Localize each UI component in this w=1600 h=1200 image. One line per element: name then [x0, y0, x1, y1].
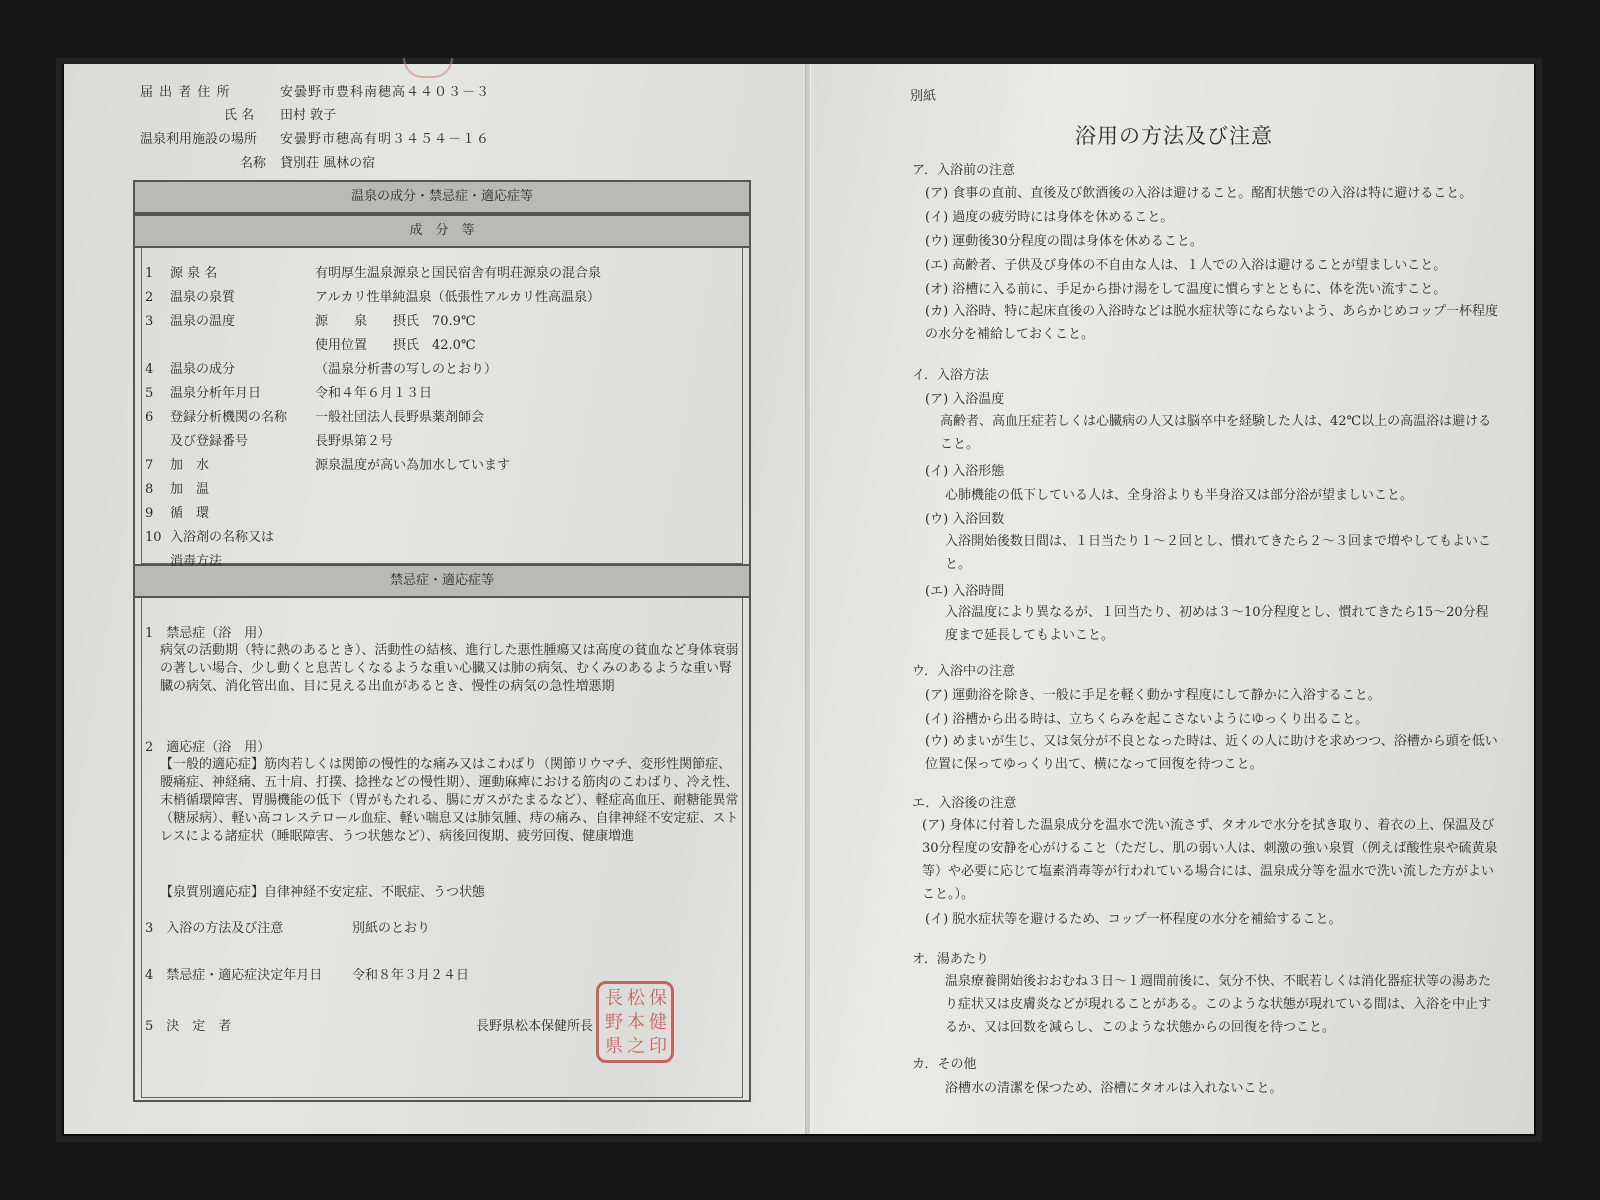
component-num: 8 — [145, 482, 154, 497]
filer-address-label: 届 出 者 住 所 — [140, 85, 231, 100]
section-ka-heading: カ．その他 — [912, 1057, 977, 1072]
component-num: 7 — [145, 458, 154, 473]
quality-indications: 【泉質別適応症】自律神経不安定症、不眠症、うつ状態 — [160, 885, 486, 900]
component-label: 源 泉 名 — [170, 266, 218, 281]
section-u-item: (ウ) めまいが生じ、又は気分が不良となった時は、近くの人に助けを求めつつ、浴槽から頭を低い位置に保ってゆっくり出て、横になって回復を待つこと。 — [925, 734, 1498, 772]
page-divider — [805, 64, 811, 1134]
component-label: 入浴剤の名称又は — [170, 530, 275, 545]
item4-value: 令和８年３月２４日 — [352, 968, 470, 983]
component-value: 令和４年６月１３日 — [315, 386, 433, 401]
item5-label: 5 決 定 者 — [145, 1019, 232, 1034]
component-value: 有明厚生温泉源泉と国民宿舎有明荘源泉の混合泉 — [315, 266, 602, 281]
component-value: 源 泉 摂氏 70.9℃ — [315, 314, 476, 329]
contra-text: 病気の活動期（特に熱のあるとき）、活動性の結核、進行した悪性腫瘍又は高度の貧血など身体衰弱の著しい場合、少し動くと息苦しくなるような重い心臓又は肺の病気、むくみのあるような重い腎臓の病気、消化管出血、目に見える出血があるとき、慢性の病気の急性増悪期 — [160, 643, 739, 694]
indic-text: 【一般的適応症】筋肉若しくは関節の慢性的な痛み又はこわばり（関節リウマチ、変形性関節症、腰痛症、神経痛、五十肩、打撲、捻挫などの慢性期）、運動麻痺における筋肉のこわばり、冷え性、末梢循環障害、胃腸機能の低下（胃がもたれる、腸にガスがたまるなど）、軽症高血圧、耐糖能異常（糖尿病）、軽い高コレステロール血症、軽い喘息又は肺気腫、痔の痛み、自律神経不安定症、ストレスによる諸症状（睡眠障害、うつ状態など）、病後回復期、疲労回復、健康増進 — [160, 757, 739, 844]
section-a-item: (オ) 浴槽に入る前に、手足から掛け湯をして温度に慣らすとともに、体を洗い流すこと。 — [925, 282, 1447, 297]
component-label: 消毒方法 — [170, 554, 223, 569]
section-o-text: 温泉療養開始後おおむね３日～１週間前後に、気分不快、不眠若しくは消化器症状等の湯あたり症状又は皮膚炎などが現れることがある。このような状態が現れている間は、入浴を中止するか、又は回数を減らし、このような状態からの回復を待つこと。 — [945, 974, 1492, 1035]
section-i-text: 入浴開始後数日間は、１日当たり１～２回とし、慣れてきたら２～３回まで増やしてもよいこと。 — [945, 534, 1492, 572]
indic-heading: 2 適応症（浴 用） — [145, 740, 271, 755]
component-label: 温泉の温度 — [170, 314, 236, 329]
section-i-subheading: (イ) 入浴形態 — [925, 464, 1005, 479]
component-num: 3 — [145, 314, 154, 329]
section-i-subheading: (エ) 入浴時間 — [925, 584, 1005, 599]
section-i-text: 高齢者、高血圧症若しくは心臓病の人又は脳卒中を経験した人は、42℃以上の高温浴は避けること。 — [940, 414, 1492, 452]
contra-heading: 1 禁忌症（浴 用） — [145, 626, 271, 641]
section-u-item: (ア) 運動浴を除き、一般に手足を軽く動かす程度にして静かに入浴すること。 — [925, 688, 1381, 703]
component-value: アルカリ性単純温泉（低張性アルカリ性高温泉） — [315, 290, 600, 305]
component-value: （温泉分析書の写しのとおり） — [315, 362, 498, 377]
filer-name-label: 氏 名 — [224, 108, 255, 123]
section-i-text: 入浴温度により異なるが、１回当たり、初めは３～10分程度とし、慣れてきたら15～20分程度まで延長してもよいこと。 — [945, 605, 1489, 643]
facility-location-label: 温泉利用施設の場所 — [140, 132, 258, 147]
section-i-subheading: (ウ) 入浴回数 — [925, 512, 1005, 527]
component-value: 使用位置 摂氏 42.0℃ — [315, 338, 476, 353]
component-label: 加 温 — [170, 482, 210, 497]
component-num: 10 — [145, 530, 162, 545]
component-num: 6 — [145, 410, 154, 425]
section-i-subheading: (ア) 入浴温度 — [925, 392, 1005, 407]
component-label: 温泉の泉質 — [170, 290, 236, 305]
component-label: 登録分析機関の名称 — [170, 410, 288, 425]
filer-name: 田村 敦子 — [280, 108, 337, 123]
component-value: 一般社団法人長野県薬剤師会 — [315, 410, 485, 425]
section-e-item: (イ) 脱水症状等を避けるため、コップ一杯程度の水分を補給すること。 — [925, 912, 1342, 927]
component-num: 1 — [145, 266, 154, 281]
section-a-item: (ア) 食事の直前、直後及び飲酒後の入浴は避けること。酩酊状態での入浴は特に避けること。 — [925, 186, 1473, 201]
item3-label: 3 入浴の方法及び注意 — [145, 921, 284, 936]
item3-value: 別紙のとおり — [352, 921, 431, 936]
section-i-heading: イ．入浴方法 — [912, 368, 989, 383]
component-num: 9 — [145, 506, 154, 521]
band-indications: 禁忌症・適応症等 — [135, 564, 749, 598]
attachment-label: 別紙 — [910, 89, 937, 104]
section-u-item: (イ) 浴槽から出る時は、立ちくらみを起こさないようにゆっくり出ること。 — [925, 712, 1369, 727]
facility-name-label: 名称 — [240, 156, 267, 171]
official-seal-stamp: 長 松 保 野 本 健 県 之 印 — [596, 981, 674, 1063]
band-components: 成 分 等 — [135, 214, 749, 248]
section-e-heading: エ．入浴後の注意 — [912, 796, 1017, 811]
component-num: 4 — [145, 362, 154, 377]
section-a-item: (エ) 高齢者、子供及び身体の不自由な人は、１人での入浴は避けることが望ましいこと。 — [925, 258, 1447, 273]
filer-address: 安曇野市豊科南穂高４４０３－３ — [280, 85, 491, 100]
section-a-heading: ア．入浴前の注意 — [912, 163, 1015, 178]
component-label: 循 環 — [170, 506, 210, 521]
facility-location: 安曇野市穂高有明３４５４－１６ — [280, 132, 491, 147]
section-ka-text: 浴槽水の清潔を保つため、浴槽にタオルは入れないこと。 — [945, 1081, 1283, 1096]
item4-label: 4 禁忌症・適応症決定年月日 — [145, 968, 323, 983]
component-value: 源泉温度が高い為加水しています — [315, 458, 511, 473]
component-label: 加 水 — [170, 458, 210, 473]
section-i-text: 心肺機能の低下している人は、全身浴よりも半身浴又は部分浴が望ましいこと。 — [945, 488, 1414, 503]
page-title: 浴用の方法及び注意 — [1075, 124, 1273, 148]
section-u-heading: ウ．入浴中の注意 — [912, 664, 1015, 679]
facility-name: 貸別荘 風林の宿 — [280, 156, 376, 171]
component-label: 温泉分析年月日 — [170, 386, 262, 401]
section-a-item: (ウ) 運動後30分程度の間は身体を休めること。 — [925, 234, 1203, 249]
section-a-item: (イ) 過度の疲労時には身体を休めること。 — [925, 210, 1174, 225]
component-num: 2 — [145, 290, 154, 305]
component-label: 温泉の成分 — [170, 362, 236, 377]
item5-value: 長野県松本保健所長 — [476, 1019, 594, 1034]
component-label: 及び登録番号 — [170, 434, 249, 449]
section-o-heading: オ．湯あたり — [912, 952, 989, 967]
section-a-item: (カ) 入浴時、特に起床直後の入浴時などは脱水症状等にならないよう、あらかじめコップ一杯程度の水分を補給しておくこと。 — [925, 304, 1499, 342]
component-value: 長野県第２号 — [315, 434, 394, 449]
component-num: 5 — [145, 386, 154, 401]
section-e-item: (ア) 身体に付着した温泉成分を温水で洗い流さず、タオルで水分を拭き取り、着衣の上、保温及び30分程度の安静を心がけること（ただし、肌の弱い人は、刺激の強い泉質（例えば酸性泉や硫黄泉等）や必要に応じて塩素消毒等が行われている場合には、温泉成分等を温水で洗い流した方がよいこと。）。 — [922, 818, 1498, 902]
band-main-title: 温泉の成分・禁忌症・適応症等 — [135, 180, 749, 214]
